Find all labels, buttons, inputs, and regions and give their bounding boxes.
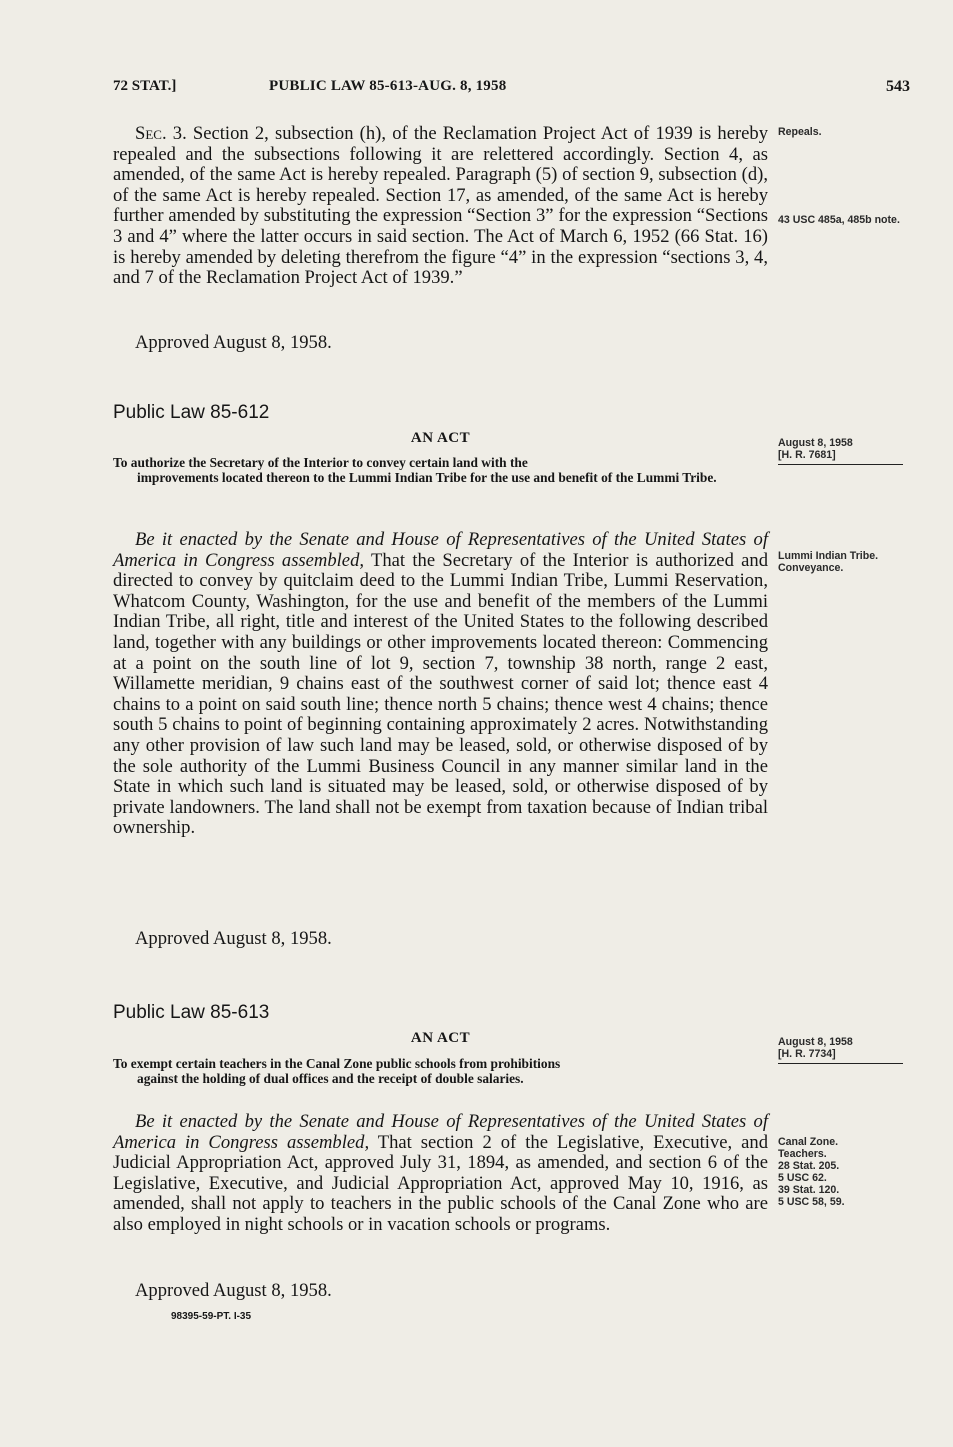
approval-line-1: Approved August 8, 1958. <box>135 332 332 353</box>
margin-note-613-date <box>778 1036 923 1064</box>
law-612-body <box>113 530 768 839</box>
margin-note-usc: 43 USC 485a, 485b note. <box>778 214 900 226</box>
purpose-first-line: To exempt certain teachers in the Canal Zone public schools from prohibitions <box>113 1056 561 1071</box>
citation-4: 5 USC 58, 59. <box>778 1196 845 1208</box>
margin-note-repeals: Repeals. <box>778 126 822 138</box>
page-header <box>113 78 910 102</box>
public-law-612-heading: Public Law 85-612 <box>113 402 270 423</box>
bill-number: [H. R. 7681] <box>778 449 836 461</box>
public-law-613-heading: Public Law 85-613 <box>113 1002 270 1023</box>
margin-note-canal-zone <box>778 1136 923 1208</box>
law-613-body <box>113 1112 768 1236</box>
page-number: 543 <box>886 78 910 95</box>
approval-line-2: Approved August 8, 1958. <box>135 928 332 949</box>
margin-note-612-date <box>778 437 923 465</box>
act-purpose-613 <box>113 1056 765 1086</box>
lummi-note: Lummi Indian Tribe. <box>778 550 879 562</box>
purpose-continuation: against the holding of dual offices and the receipt of double salaries. <box>137 1071 524 1086</box>
law-612-text: That the Secretary of the Interior is authorized and directed to convey by quitclaim deed to the Lummi Indian Tribe, Lummi Reservation, Whatcom County, Washington, for the use and benefit of the members of the Lummi Indian Tribe, all right, title and interest of the United States to the following described land, together with any buildings or other improvements located thereon: Commencing at a point on the south line of lot 9, section 7, township 38 north, range 2 east, Willamette meridian, 9 chains east of the southwest corner of said lot; thence east 4 chains to a point on said south line; thence north 5 chains; thence west 4 chains; thence south 5 chains to point of beginning containing approximately 2 acres. Notwithstanding any other provision of law such land may be leased, sold, or otherwise disposed of by the sole authority of the Lummi Business Council in any manner similar land in the State in which such land is situated may be leased, sold, or otherwise disposed of by private landowners. The land shall not be exempt from taxation because of Indian tribal ownership. <box>113 549 769 839</box>
citation-2: 5 USC 62. <box>778 1172 827 1184</box>
act-heading-613: AN ACT <box>410 1030 471 1046</box>
section-lead: Sec. 3. <box>135 123 187 144</box>
section-3-paragraph <box>113 124 768 289</box>
enacting-clause: Be it enacted by the Senate and House of Representatives of the United States of America in Congress assembled, <box>113 1111 768 1153</box>
enacting-clause: Be it enacted by the Senate and House of Representatives of the United States of America in Congress assembled, <box>113 529 768 571</box>
approval-line-3: Approved August 8, 1958. <box>135 1280 332 1301</box>
act-heading-612: AN ACT <box>410 430 471 446</box>
margin-note-lummi <box>778 550 918 574</box>
enactment-date: August 8, 1958 <box>778 1036 853 1048</box>
print-code-footer: 98395-59-PT. I-35 <box>171 1311 252 1322</box>
citation-1: 28 Stat. 205. <box>778 1160 840 1172</box>
margin-rule <box>778 464 903 465</box>
citation-3: 39 Stat. 120. <box>778 1184 840 1196</box>
running-title: PUBLIC LAW 85-613-AUG. 8, 1958 <box>269 78 507 94</box>
canal-zone-note: Canal Zone. <box>778 1136 839 1148</box>
margin-rule <box>778 1063 903 1064</box>
statute-volume: 72 STAT.] <box>113 78 177 94</box>
conveyance-note: Conveyance. <box>778 562 844 574</box>
enactment-date: August 8, 1958 <box>778 437 853 449</box>
section-3-text: Section 2, subsection (h), of the Reclamation Project Act of 1939 is hereby repealed and the subsections following it are relettered accordingly. Section 4, as amended, of the same Act is hereby repealed. Paragraph (5) of section 9, subsection (d), of the same Act is hereby repealed. Section 17, as amended, of the same Act is hereby further amended by substituting the expression “Section 3” for the expression “Sections 3 and 4” where the latter occurs in said section. The Act of March 6, 1952 (66 Stat. 16) is hereby amended by deleting therefrom the figure “4” in the expression “sections 3, 4, and 7 of the Reclamation Project Act of 1939.” <box>113 123 768 289</box>
law-613-text: That section 2 of the Legislative, Executive, and Judicial Appropriation Act, approved July 31, 1894, as amended, and section 6 of the Legislative, Executive, and Judicial Appropriation Act, approved May 10, 1916, as amended, shall not apply to teachers in the public schools of the Canal Zone who are also employed in night schools or in vacation schools or programs. <box>113 1131 768 1235</box>
teachers-note: Teachers. <box>778 1148 827 1160</box>
purpose-first-line: To authorize the Secretary of the Interior to convey certain land with the <box>113 455 528 470</box>
bill-number: [H. R. 7734] <box>778 1048 836 1060</box>
purpose-continuation: improvements located thereon to the Lummi Indian Tribe for the use and benefit of the Lummi Tribe. <box>137 470 717 485</box>
act-purpose-612 <box>113 455 765 485</box>
